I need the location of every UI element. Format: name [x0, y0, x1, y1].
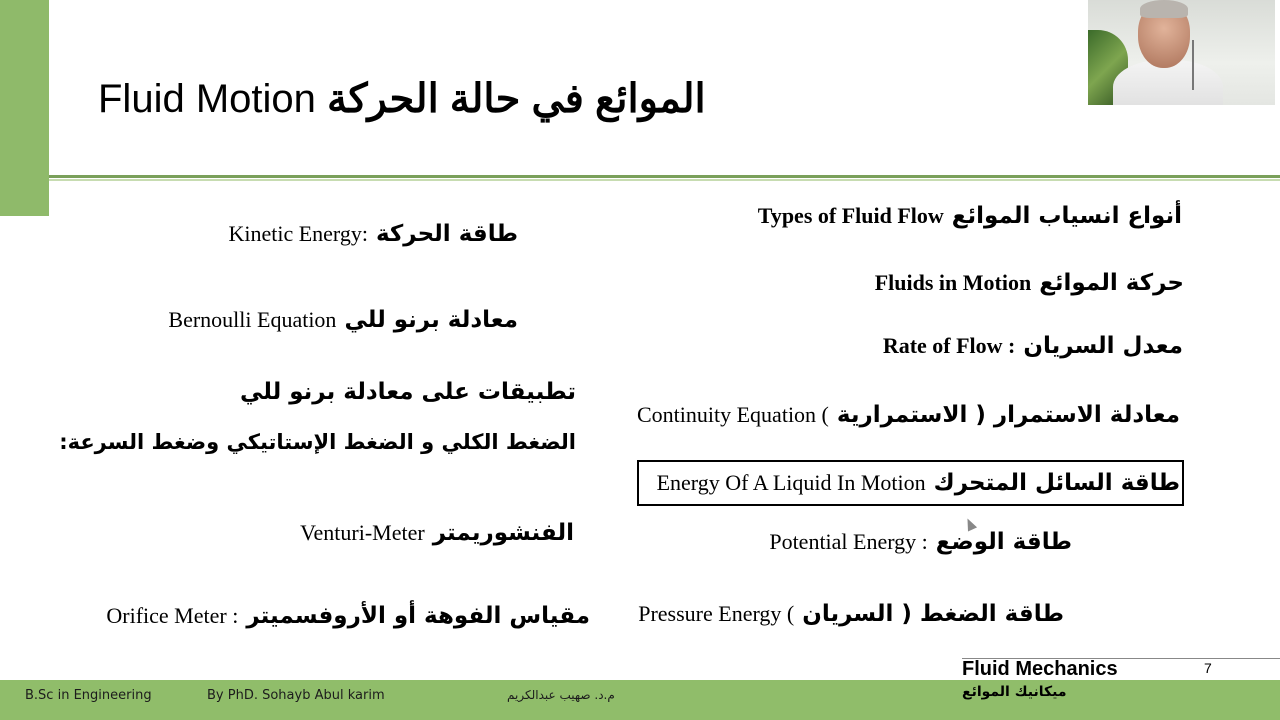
item-ar: معدل السريان: [1023, 333, 1183, 359]
item-en: Kinetic Energy:: [228, 221, 368, 246]
item-en: Potential Energy :: [769, 529, 928, 554]
title-rule-light: [49, 179, 1280, 181]
item-ar: طاقة الوضع: [935, 529, 1072, 555]
slide-title: [98, 76, 706, 122]
item-ar: الضغط الكلي و الضغط الإستاتيكي وضغط السرعة:: [59, 430, 576, 454]
footer-author-ar: م.د. صهيب عبدالكريم: [507, 688, 615, 702]
item-ar: معادلة برنو للي: [344, 307, 518, 333]
item-en: Types of Fluid Flow: [757, 203, 944, 228]
footer-bar: [0, 680, 1280, 720]
item-ar: مقياس الفوهة أو الأروفسميتر: [246, 603, 590, 629]
item-potential-energy: [769, 529, 1072, 555]
title-rule: [49, 175, 1280, 178]
item-kinetic-energy: [228, 221, 518, 247]
course-title-en: Fluid Mechanics: [962, 658, 1118, 680]
item-continuity-equation: [637, 402, 1180, 428]
item-en: Continuity Equation (: [637, 402, 829, 427]
item-ar: طاقة الحركة: [375, 221, 518, 247]
item-ar: تطبيقات على معادلة برنو للي: [239, 379, 576, 405]
item-en: Venturi-Meter: [300, 520, 425, 545]
course-title-ar: ميكانيك الموائع: [962, 684, 1067, 700]
item-ar: أنواع انسياب الموائع: [951, 203, 1182, 229]
webcam-earphone-cord: [1192, 40, 1194, 90]
item-en: Energy Of A Liquid In Motion: [656, 470, 926, 495]
title-en: Fluid Motion: [98, 77, 316, 121]
item-orifice-meter: [106, 603, 590, 629]
item-bernoulli-equation: [168, 307, 518, 333]
footer-author-en: By PhD. Sohayb Abul karim: [207, 688, 385, 703]
item-en: Orifice Meter :: [106, 603, 239, 628]
page-number: 7: [1204, 660, 1212, 676]
webcam-video: [1088, 0, 1275, 105]
footer-degree: B.Sc in Engineering: [25, 688, 152, 703]
item-en: Fluids in Motion: [874, 270, 1032, 295]
item-en: Bernoulli Equation: [168, 307, 337, 332]
item-en: Rate of Flow :: [882, 333, 1016, 358]
title-ar: الموائع في حالة الحركة: [327, 77, 706, 121]
webcam-presenter-hair: [1140, 0, 1188, 18]
item-pressure-energy: [638, 601, 1064, 627]
accent-block: [0, 0, 49, 216]
item-ar: طاقة السائل المتحرك: [933, 470, 1180, 496]
item-venturi-meter: [300, 520, 574, 546]
item-pressure-types: [59, 430, 576, 454]
item-energy-liquid-motion: [657, 470, 1180, 496]
item-ar: طاقة الضغط ( السريان: [802, 601, 1064, 627]
item-types-of-flow: [758, 203, 1182, 229]
item-fluids-in-motion: [875, 270, 1184, 296]
item-en: Pressure Energy (: [638, 601, 795, 626]
item-ar: الفنشوريمتر: [432, 520, 574, 546]
item-rate-of-flow: [883, 333, 1183, 359]
item-ar: حركة الموائع: [1039, 270, 1184, 296]
item-bernoulli-applications: [240, 379, 576, 405]
item-ar: معادلة الاستمرار ( الاستمرارية: [836, 402, 1180, 428]
